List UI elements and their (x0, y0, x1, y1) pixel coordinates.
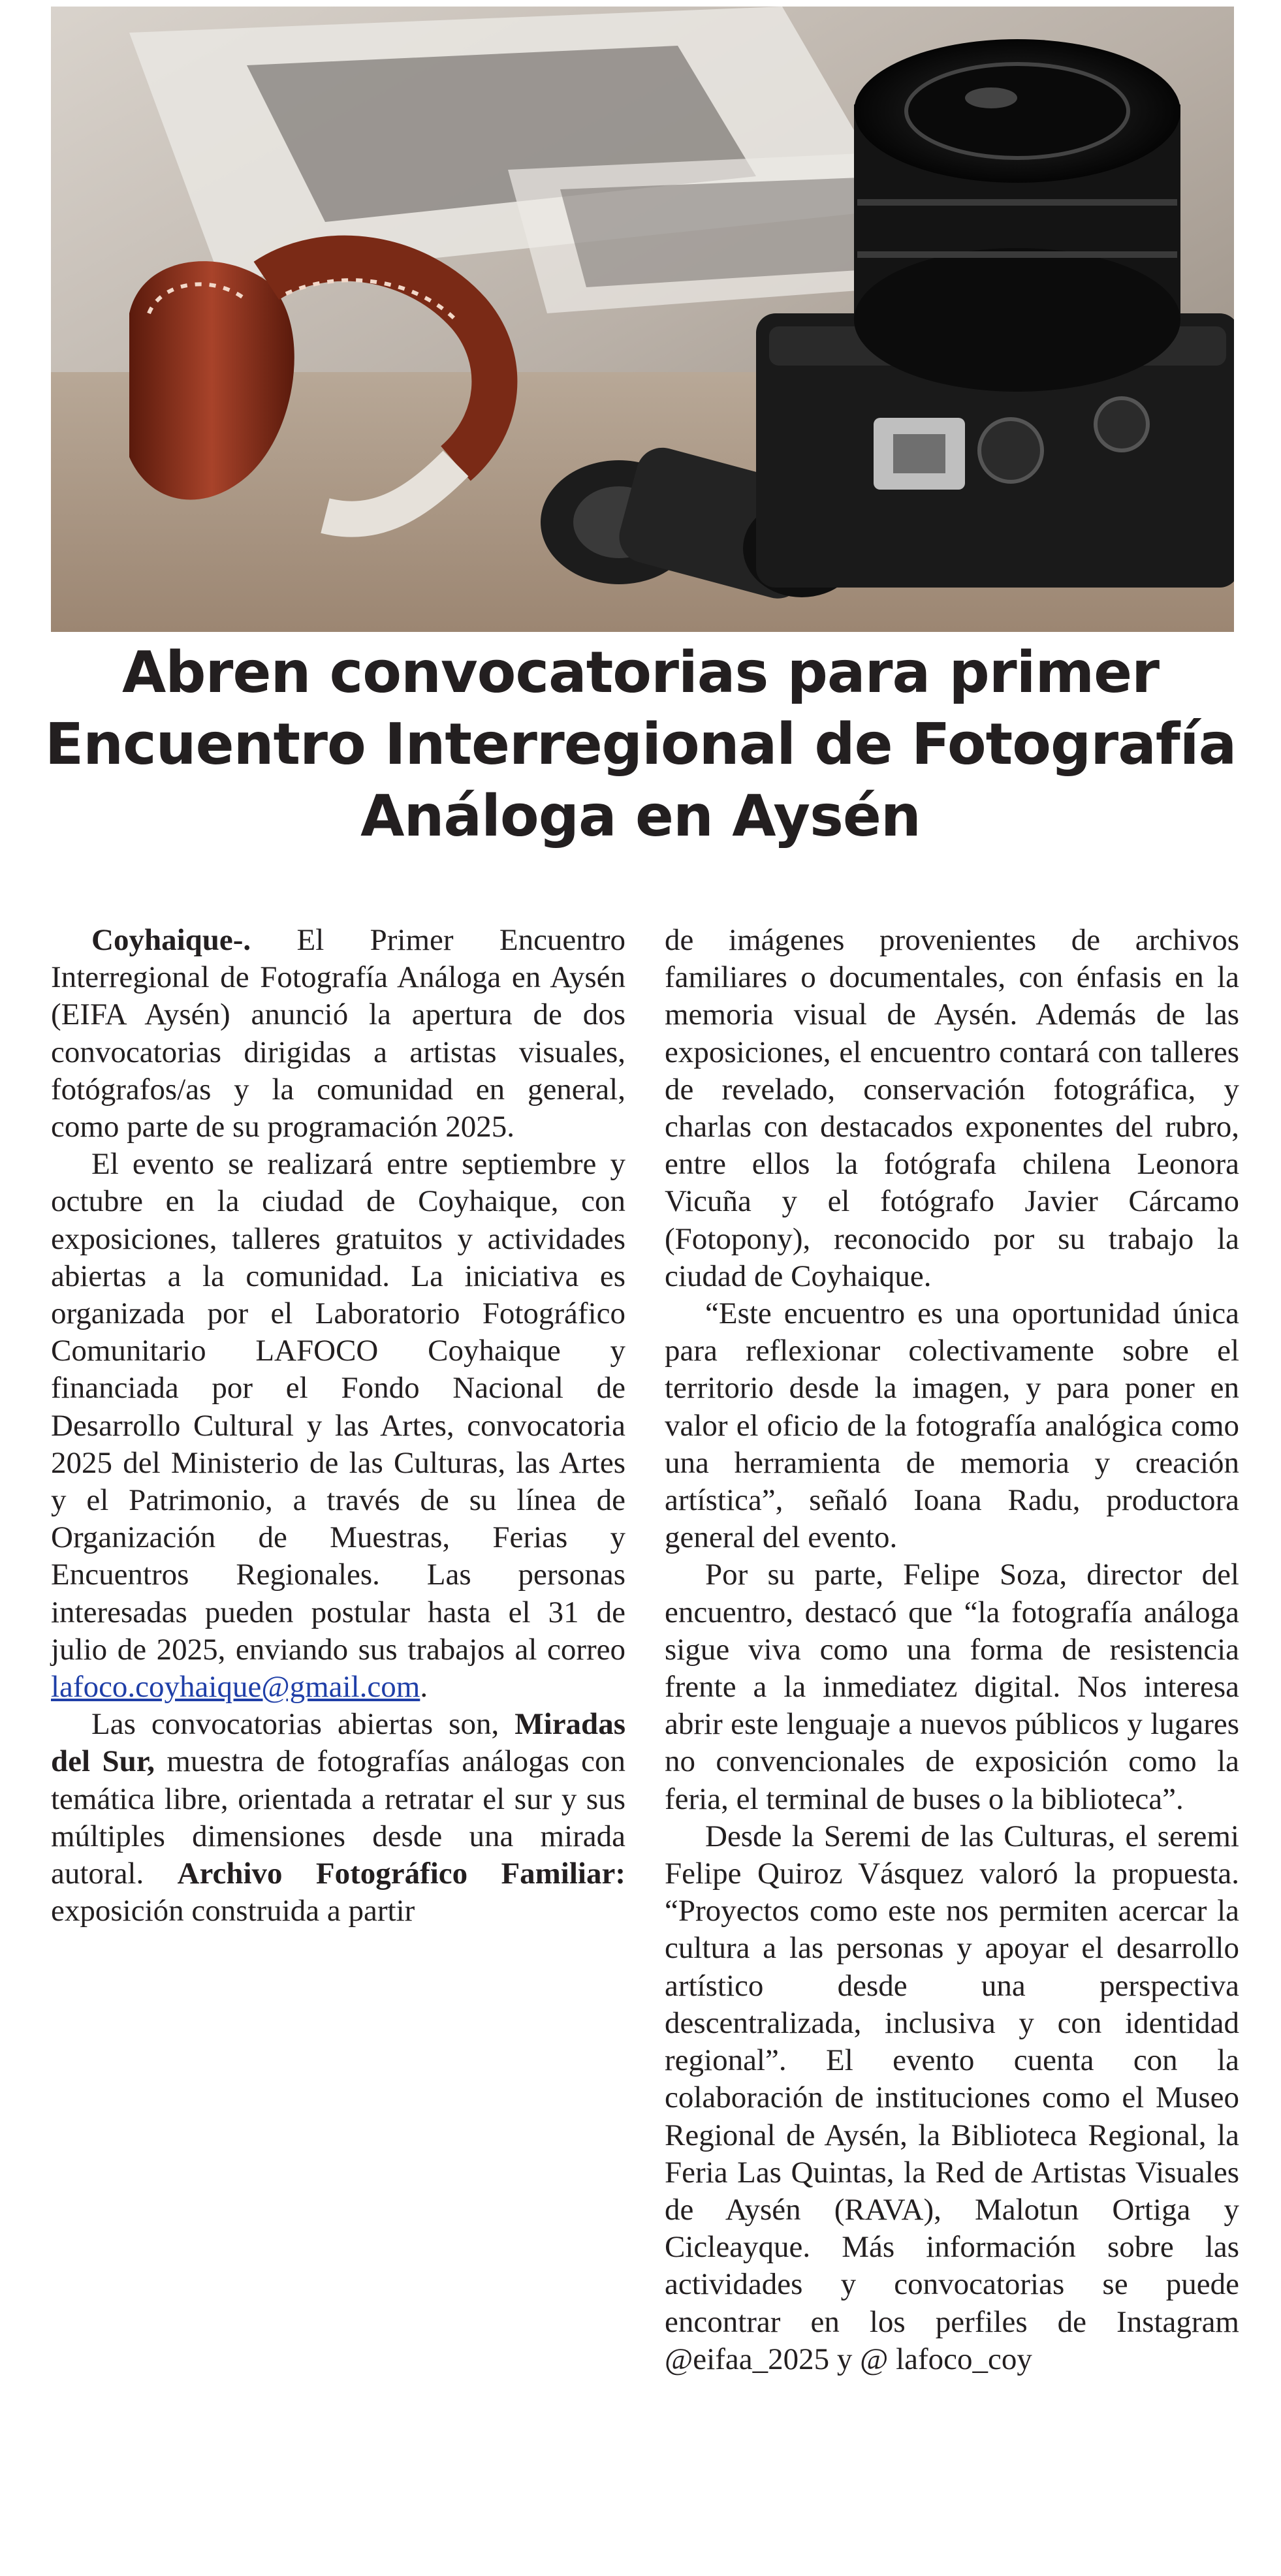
paragraph: Coyhaique-. El Primer Encuentro Interregional de Fotografía Análoga en Aysén (EIFA Aysén) anunció la apertura de dos convocatorias dirigidas a artistas visuales, fotógrafos/as y la comunidad en general, como parte de su programación 2025. (51, 923, 625, 1144)
paragraph: Desde la Seremi de las Culturas, el seremi Felipe Quiroz Vásquez valoró la propuesta. “Proyectos como este nos permiten acercar la cultura a las personas y apoyar el desarrollo artístico desde una perspectiva descentralizada, inclusiva y con identidad regional”. El evento cuenta con la colaboración de instituciones como el Museo Regional de Aysén, la Biblioteca Regional, la Feria Las Quintas, la Red de Artistas Visuales de Aysén (RAVA), Malotun Ortiga y Cicleayque. Más información sobre las actividades y convocatorias se puede encontrar en los perfiles de Instagram @eifaa_2025 y @ lafoco_coy (665, 1819, 1239, 2376)
paragraph: El evento se realizará entre septiembre y octubre en la ciudad de Coyhaique, con exposiciones, talleres gratuitos y actividades abiertas a la comunidad. La iniciativa es organizada por el Laboratorio Fotográfico Comunitario LAFOCO Coyhaique y financiada por el Fondo Nacional de Desarrollo Cultural y las Artes, convocatoria 2025 del Ministerio de las Culturas, las Artes y el Patrimonio, a través de su línea de Organización de Muestras, Ferias y Encuentros Regionales. Las personas interesadas pueden postular hasta el 31 de julio de 2025, enviando sus trabajos al correo lafoco.coyhaique@gmail.com. (51, 1147, 625, 1704)
paragraph: Por su parte, Felipe Soza, director del encuentro, destacó que “la fotografía análoga sigue viva como una forma de resistencia frente a la inmediatez digital. Nos interesa abrir este lenguaje a nuevos públicos y lugares no convencionales de exposición como la feria, el terminal de buses o la biblioteca”. (665, 1558, 1239, 1816)
paragraph: Las convocatorias abiertas son, Miradas del Sur, muestra de fotografías análogas con temática libre, orientada a retratar el sur y sus múltiples dimensiones desde una mirada autoral. Archivo Fotográfico Familiar: exposición construida a partir (51, 1707, 625, 1928)
camera-film-illustration (51, 7, 1234, 632)
headline: Abren convocatorias para primer Encuentro Interregional de Fotografía Análoga en Aysén (44, 639, 1237, 849)
article-photo (51, 7, 1234, 632)
paragraph: de imágenes provenientes de archivos familiares o documentales, con énfasis en la memoria visual de Aysén. Además de las exposiciones, el encuentro contará con talleres de revelado, conservación fotográfica, y charlas con destacados exponentes del rubro, entre ellos la fotógrafa chilena Leonora Vicuña y el fotógrafo Javier Cárcamo (Fotopony), reconocido por su trabajo la ciudad de Coyhaique. (665, 923, 1239, 1293)
email-link[interactable]: lafoco.coyhaique@gmail.com (51, 1670, 420, 1704)
paragraph: “Este encuentro es una oportunidad única para reflexionar colectivamente sobre el territorio desde la imagen, y para poner en valor el oficio de la fotografía analógica como una herramienta de memoria y creación artística”, señaló Ioana Radu, productora general del evento. (665, 1296, 1239, 1555)
dateline: Coyhaique-. (91, 923, 251, 957)
article-column-right (665, 922, 1239, 2378)
article-column-left (51, 922, 625, 1930)
